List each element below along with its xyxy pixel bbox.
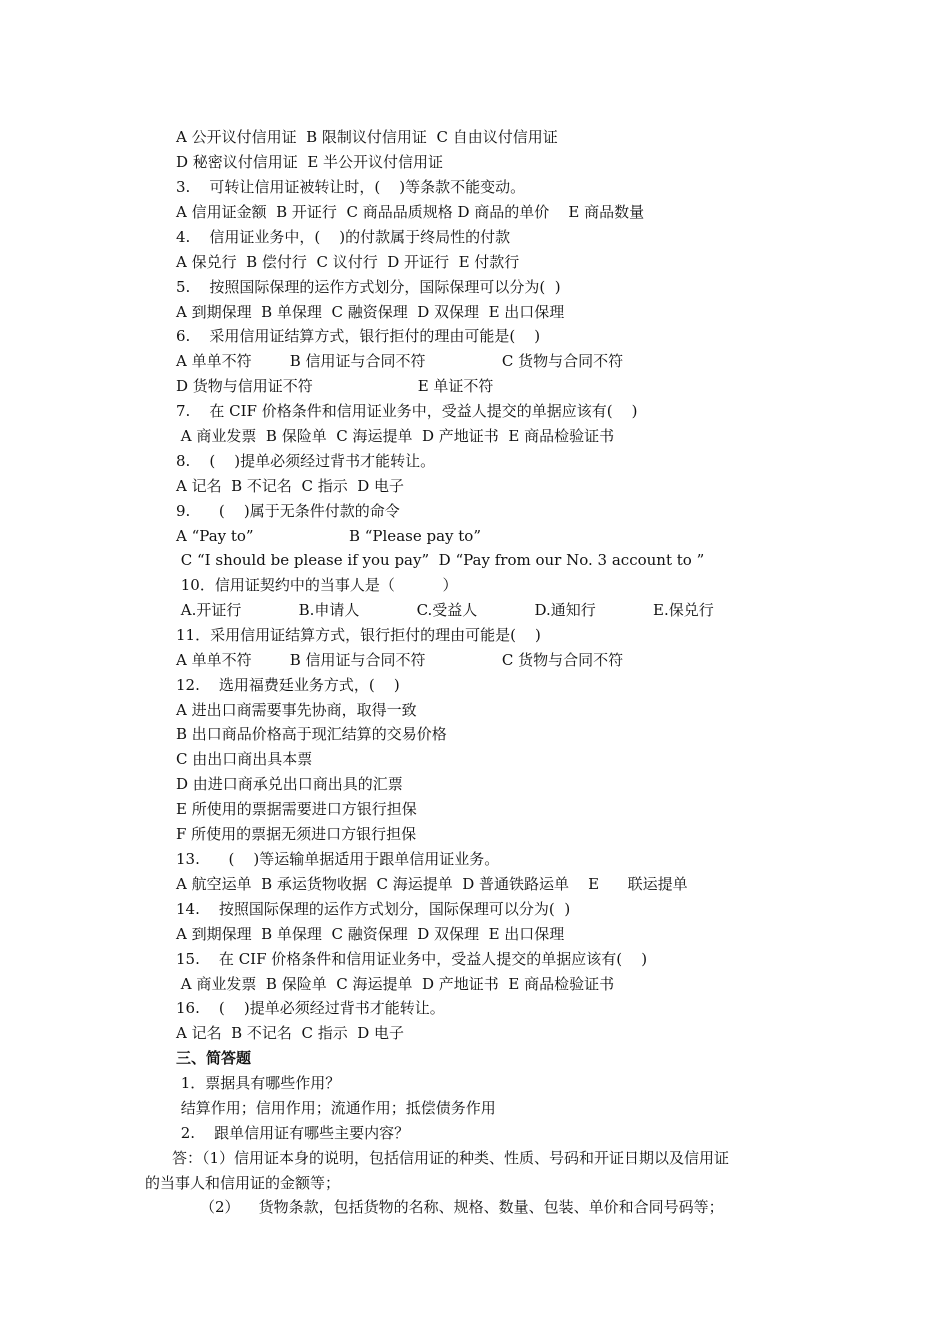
text-line: 6. 采用信用证结算方式，银行拒付的理由可能是( )	[176, 327, 541, 345]
text-line: D 由进口商承兑出口商出具的汇票	[176, 775, 403, 793]
text-line: A 商业发票 B 保险单 C 海运提单 D 产地证书 E 商品检验证书	[176, 427, 615, 445]
text-line: A 商业发票 B 保险单 C 海运提单 D 产地证书 E 商品检验证书	[176, 975, 615, 993]
text-line: E 所使用的票据需要进口方银行担保	[176, 800, 417, 818]
text-line: A 单单不符 B 信用证与合同不符 C 货物与合同不符	[176, 352, 624, 370]
text-line: （2） 货物条款，包括货物的名称、规格、数量、包装、单价和合同号码等；	[200, 1198, 724, 1216]
text-line: 5. 按照国际保理的运作方式划分，国际保理可以分为( )	[176, 278, 561, 296]
text-line: 16. ( )提单必须经过背书才能转让。	[176, 999, 445, 1017]
text-line: 3. 可转让信用证被转让时，( )等条款不能变动。	[176, 178, 526, 196]
text-line: 12. 选用福费廷业务方式，( )	[176, 676, 400, 694]
text-line: A 进出口商需要事先协商，取得一致	[176, 701, 417, 719]
text-line: 9. ( )属于无条件付款的命令	[176, 502, 400, 520]
text-line: A 到期保理 B 单保理 C 融资保理 D 双保理 E 出口保理	[176, 925, 565, 943]
text-line: 14. 按照国际保理的运作方式划分，国际保理可以分为( )	[176, 900, 571, 918]
text-line: B 出口商品价格高于现汇结算的交易价格	[176, 725, 447, 743]
text-line: A 单单不符 B 信用证与合同不符 C 货物与合同不符	[176, 651, 624, 669]
text-line: 8. ( )提单必须经过背书才能转让。	[176, 452, 436, 470]
text-line: C “I should be please if you pay” D “Pay from our No. 3 account to ”	[176, 551, 705, 569]
section-heading: 三、简答题	[176, 1049, 252, 1067]
text-line: 的当事人和信用证的金额等；	[145, 1174, 341, 1192]
text-line: A 记名 B 不记名 C 指示 D 电子	[176, 477, 405, 495]
text-line: 4. 信用证业务中，( )的付款属于终局性的付款	[176, 228, 511, 246]
text-line: A “Pay to” B “Please pay to”	[176, 527, 481, 545]
text-line: 11．采用信用证结算方式，银行拒付的理由可能是( )	[176, 626, 541, 644]
text-line: C 由出口商出具本票	[176, 750, 313, 768]
text-line: A 保兑行 B 偿付行 C 议付行 D 开证行 E 付款行	[176, 253, 520, 271]
text-line: A 到期保理 B 单保理 C 融资保理 D 双保理 E 出口保理	[176, 303, 565, 321]
text-line: A 公开议付信用证 B 限制议付信用证 C 自由议付信用证	[176, 128, 558, 146]
text-line: 1．票据具有哪些作用？	[176, 1074, 341, 1092]
text-line: D 货物与信用证不符 E 单证不符	[176, 377, 494, 395]
text-line: A 信用证金额 B 开证行 C 商品品质规格 D 商品的单价 E 商品数量	[176, 203, 645, 221]
text-line: D 秘密议付信用证 E 半公开议付信用证	[176, 153, 444, 171]
text-line: A.开证行 B.申请人 C.受益人 D.通知行 E.保兑行	[176, 601, 714, 619]
text-line: A 记名 B 不记名 C 指示 D 电子	[176, 1024, 405, 1042]
text-line: F 所使用的票据无须进口方银行担保	[176, 825, 417, 843]
text-line: 答：（1）信用证本身的说明，包括信用证的种类、性质、号码和开证日期以及信用证	[172, 1149, 730, 1167]
text-line: 7. 在 CIF 价格条件和信用证业务中，受益人提交的单据应该有( )	[176, 402, 638, 420]
text-line: 10．信用证契约中的当事人是（ ）	[176, 576, 458, 594]
text-line: 15. 在 CIF 价格条件和信用证业务中，受益人提交的单据应该有( )	[176, 950, 648, 968]
text-line: 2. 跟单信用证有哪些主要内容？	[176, 1124, 410, 1142]
text-line: A 航空运单 B 承运货物收据 C 海运提单 D 普通铁路运单 E 联运提单	[176, 875, 688, 893]
text-line: 13. ( )等运输单据适用于跟单信用证业务。	[176, 850, 500, 868]
text-line: 结算作用；信用作用；流通作用；抵偿债务作用	[176, 1099, 496, 1117]
